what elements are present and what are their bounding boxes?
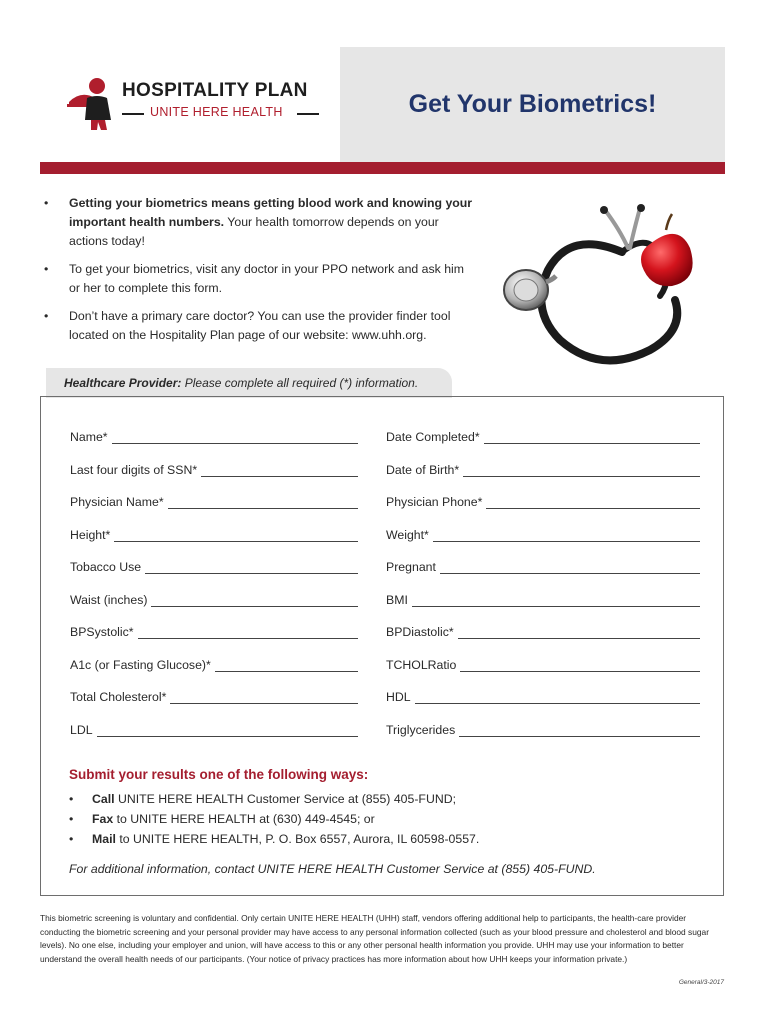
field-date-completed[interactable] xyxy=(386,430,700,444)
healthcare-provider-tab xyxy=(46,368,452,398)
field-name-line[interactable] xyxy=(112,431,358,444)
intro-item-1 xyxy=(44,194,474,251)
field-tchol-ratio-label: TCHOLRatio xyxy=(386,658,457,672)
title-panel xyxy=(340,47,725,162)
submit-fax xyxy=(69,809,479,829)
field-bp-diastolic-line[interactable] xyxy=(458,626,700,639)
field-bp-systolic-label: BPSystolic* xyxy=(70,625,134,639)
field-triglycerides[interactable] xyxy=(386,723,700,737)
provider-label: Healthcare Provider: xyxy=(64,376,182,390)
submit-call-text: UNITE HERE HEALTH Customer Service at (855) 405-FUND; xyxy=(114,792,456,806)
biometrics-form xyxy=(40,396,724,896)
field-triglycerides-label: Triglycerides xyxy=(386,723,456,737)
header-divider-bar xyxy=(40,162,725,174)
field-ssn-line[interactable] xyxy=(201,464,358,477)
field-height-label: Height* xyxy=(70,528,111,542)
intro-item-1-bold: Getting your biometrics means getting blood work and knowing your important health numbers. xyxy=(69,196,473,229)
field-pregnant-label: Pregnant xyxy=(386,560,436,574)
field-weight-line[interactable] xyxy=(433,529,700,542)
field-ldl-label: LDL xyxy=(70,723,93,737)
bullet-icon: • xyxy=(44,309,49,323)
header-logo-area xyxy=(0,0,340,162)
additional-info: For additional information, contact UNITE HERE HEALTH Customer Service at (855) 405-FUND. xyxy=(69,862,596,876)
field-bp-systolic[interactable] xyxy=(70,625,358,639)
field-physician-phone-line[interactable] xyxy=(486,496,700,509)
waiter-icon xyxy=(67,76,121,132)
field-dob-line[interactable] xyxy=(463,464,700,477)
intro-item-3 xyxy=(44,307,474,345)
provider-note: Please complete all required (*) information. xyxy=(181,376,419,390)
field-waist-line[interactable] xyxy=(151,594,358,607)
field-a1c-line[interactable] xyxy=(215,659,358,672)
form-version: General/3-2017 xyxy=(678,979,724,986)
submit-call xyxy=(69,789,479,809)
submit-fax-text: to UNITE HERE HEALTH at (630) 449-4545; or xyxy=(113,812,375,826)
bullet-icon: • xyxy=(69,832,74,846)
bullet-icon: • xyxy=(44,196,49,210)
field-a1c[interactable] xyxy=(70,658,358,672)
logo-rule-right xyxy=(297,113,319,115)
submit-methods-list xyxy=(69,789,479,849)
field-physician-name[interactable] xyxy=(70,495,358,509)
field-tobacco-use[interactable] xyxy=(70,560,358,574)
submit-mail-bold: Mail xyxy=(92,832,116,846)
stethoscope-apple-image xyxy=(500,200,700,380)
field-physician-phone[interactable] xyxy=(386,495,700,509)
logo-title: HOSPITALITY PLAN xyxy=(122,80,308,101)
bullet-icon: • xyxy=(69,812,74,826)
intro-item-1-text: Your health tomorrow depends on your actions today! xyxy=(69,215,439,248)
field-bp-diastolic[interactable] xyxy=(386,625,700,639)
field-tobacco-use-label: Tobacco Use xyxy=(70,560,142,574)
field-bmi[interactable] xyxy=(386,593,700,607)
field-waist-label: Waist (inches) xyxy=(70,593,148,607)
hospitality-plan-logo xyxy=(67,76,327,132)
field-waist[interactable] xyxy=(70,593,358,607)
intro-item-2-text: To get your biometrics, visit any doctor in your PPO network and ask him or her to complete this form. xyxy=(69,262,465,295)
field-ssn-label: Last four digits of SSN* xyxy=(70,463,198,477)
field-pregnant[interactable] xyxy=(386,560,700,574)
field-hdl[interactable] xyxy=(386,690,700,704)
page-title: Get Your Biometrics! xyxy=(408,90,657,118)
field-height-line[interactable] xyxy=(114,529,358,542)
logo-rule-left xyxy=(122,113,144,115)
intro-item-3-text: Don’t have a primary care doctor? You can use the provider finder tool located on the Hospitality Plan page of our website: www.uhh.org. xyxy=(69,309,451,342)
field-hdl-line[interactable] xyxy=(415,691,700,704)
field-name-label: Name* xyxy=(70,430,108,444)
field-ldl[interactable] xyxy=(70,723,358,737)
field-weight[interactable] xyxy=(386,528,700,542)
submit-mail-text: to UNITE HERE HEALTH, P. O. Box 6557, Aurora, IL 60598-0557. xyxy=(115,832,480,846)
field-height[interactable] xyxy=(70,528,358,542)
provider-instruction xyxy=(64,376,418,390)
field-tobacco-use-line[interactable] xyxy=(145,561,358,574)
field-total-cholesterol-line[interactable] xyxy=(170,691,358,704)
field-bmi-label: BMI xyxy=(386,593,408,607)
field-dob[interactable] xyxy=(386,463,700,477)
submit-fax-bold: Fax xyxy=(92,812,114,826)
submit-mail xyxy=(69,829,479,849)
field-name[interactable] xyxy=(70,430,358,444)
field-weight-label: Weight* xyxy=(386,528,429,542)
field-bmi-line[interactable] xyxy=(412,594,700,607)
field-physician-phone-label: Physician Phone* xyxy=(386,495,483,509)
field-ssn[interactable] xyxy=(70,463,358,477)
field-triglycerides-line[interactable] xyxy=(459,724,700,737)
field-date-completed-label: Date Completed* xyxy=(386,430,480,444)
field-physician-name-label: Physician Name* xyxy=(70,495,164,509)
field-ldl-line[interactable] xyxy=(97,724,358,737)
field-date-completed-line[interactable] xyxy=(484,431,700,444)
field-a1c-label: A1c (or Fasting Glucose)* xyxy=(70,658,211,672)
field-bp-systolic-line[interactable] xyxy=(138,626,358,639)
intro-item-2 xyxy=(44,260,474,298)
logo-subtitle: UNITE HERE HEALTH xyxy=(150,105,283,119)
intro-list xyxy=(44,194,474,354)
field-tchol-ratio[interactable] xyxy=(386,658,700,672)
field-bp-diastolic-label: BPDiastolic* xyxy=(386,625,454,639)
field-physician-name-line[interactable] xyxy=(168,496,358,509)
submit-heading: Submit your results one of the following ways: xyxy=(69,767,369,782)
field-total-cholesterol-label: Total Cholesterol* xyxy=(70,690,167,704)
privacy-disclaimer: This biometric screening is voluntary and confidential. Only certain UNITE HERE HEALTH (UHH) staff, vendors offering additional help to participants, the health-care provider conducting the biometric screening and your personal provider may have access to any personal information collected (such as your blood pressure and cholesterol and blood sugar levels). No one else, including your employer and union, will have access to this or any other personal health information you provide. UHH may use your information to better understand the overall health needs of our participants. (Your notice of privacy practices has more information about how UHH keeps your information private.) xyxy=(40,913,709,964)
field-total-cholesterol[interactable] xyxy=(70,690,358,704)
field-pregnant-line[interactable] xyxy=(440,561,700,574)
bullet-icon: • xyxy=(69,792,74,806)
bullet-icon: • xyxy=(44,262,49,276)
field-hdl-label: HDL xyxy=(386,690,411,704)
field-tchol-ratio-line[interactable] xyxy=(460,659,700,672)
submit-call-bold: Call xyxy=(92,792,115,806)
field-dob-label: Date of Birth* xyxy=(386,463,460,477)
